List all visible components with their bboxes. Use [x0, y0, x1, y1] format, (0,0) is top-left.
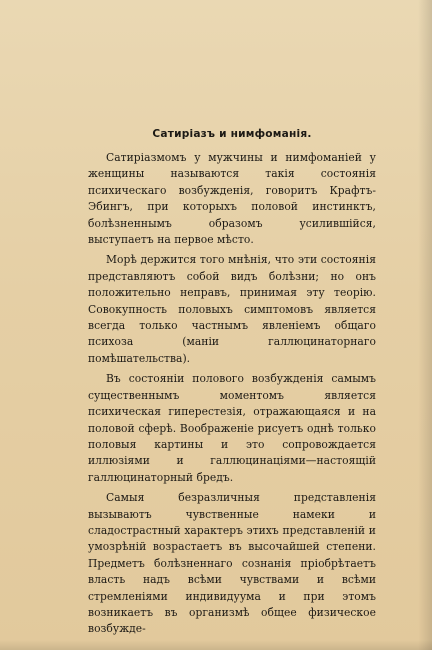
text-block [88, 126, 376, 642]
paragraph-2: Морѣ держится того мнѣнія, что эти состоянія представляютъ собой видъ болѣзни; но онъ положительно неправъ, принимая эту теорію. Совокупность половыхъ симптомовъ является всегда только частнымъ явленіемъ общаго психоза (маніи галлюцинаторнаго помѣшательства). [88, 253, 376, 365]
page-edge-shadow-bottom [0, 640, 432, 650]
paragraph-3: Въ состояніи полового возбужденія самымъ существеннымъ моментомъ является психическая гиперестезія, отражающаяся и на половой сферѣ. Воображеніе рисуетъ однѣ только половыя картины и это сопровождается иллюзіями и галлюцинаціями—настоящій галлюцинаторный бредъ. [88, 372, 376, 484]
page-edge-shadow-right [418, 0, 432, 650]
section-title: Сатиріазъ и нимфоманія. [152, 128, 312, 140]
paragraph-1: Сатиріазмомъ у мужчины и нимфоманіей у женщины называются такія состоянія психическаго возбужденія, говоритъ Крафтъ-Эбингъ, при которыхъ половой инстинктъ, болѣзненнымъ образомъ усилившійся, выступаетъ на первое мѣсто. [88, 151, 376, 247]
paragraph-4: Самыя безразличныя представленія вызываютъ чувственные намеки и сладострастный характеръ этихъ представленій и умозрѣній возрастаетъ въ высочайшей степени. Предметъ болѣзненнаго сознанія пріобрѣтаетъ власть надъ всѣми чувствами и всѣми стремленіями индивидуума и при этомъ возникаетъ въ организмѣ общее физическое возбужде- [88, 491, 376, 636]
